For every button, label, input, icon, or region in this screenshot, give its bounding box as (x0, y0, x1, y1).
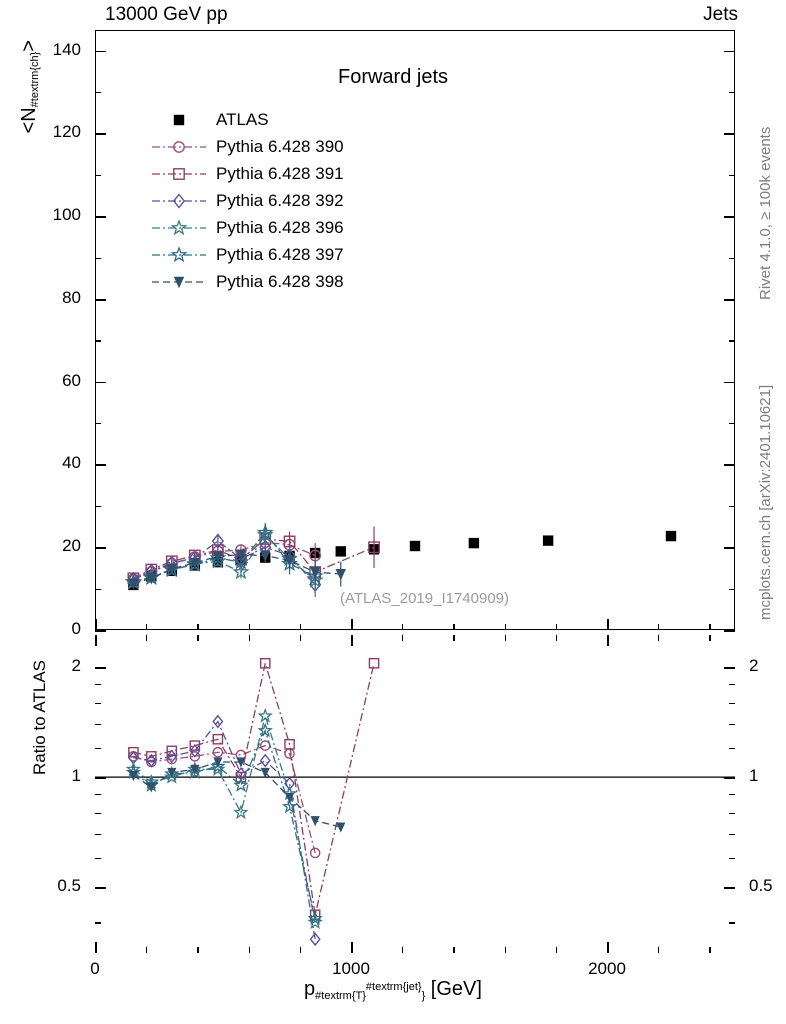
y-ticklabel-ratio: 1 (71, 766, 81, 786)
y-ticklabel-main: 0 (71, 619, 81, 638)
y-ticklabel-ratio: 2 (71, 656, 81, 676)
y-ticklabel-ratio-right: 1 (749, 766, 759, 786)
header-left-label: 13000 GeV pp (105, 4, 228, 25)
legend-label: Pythia 6.428 396 (216, 217, 344, 237)
y-ticklabel-ratio-right: 0.5 (749, 876, 773, 896)
x-axis-label: $p_{\#textrm\{T\}}^{\#textrm\{jet\}}_{\}}$ [GeV] (304, 978, 482, 1002)
mcplots-caption: mcplots.cern.ch [arXiv:2401.10621] (757, 384, 774, 620)
y-ticklabel-main: 140 (52, 39, 81, 59)
rivet-caption: Rivet 4.1.0, ≥ 100k events (757, 126, 774, 300)
x-ticklabel: 0 (90, 959, 100, 978)
y-ticklabel-main: 120 (52, 122, 81, 142)
plot-title: Forward jets (337, 66, 449, 88)
y-axis-label-main: $<N_{\#textrm\{ch\}}>$ (18, 40, 41, 134)
legend-label: Pythia 6.428 397 (216, 244, 344, 264)
x-ticklabel: 2000 (588, 959, 626, 978)
legend-label: Pythia 6.428 398 (216, 271, 344, 291)
legend-label: ATLAS (216, 109, 269, 129)
y-ticklabel-main: 80 (62, 287, 81, 307)
y-ticklabel-main: 100 (52, 205, 81, 225)
legend-label: Pythia 6.428 391 (216, 163, 344, 183)
legend-label: Pythia 6.428 390 (216, 136, 344, 156)
y-axis-label-ratio: Ratio to ATLAS (30, 660, 49, 775)
y-ticklabel-main: 20 (62, 536, 81, 556)
x-ticklabel: 1000 (332, 959, 370, 978)
y-ticklabel-ratio: 0.5 (57, 876, 81, 896)
y-ticklabel-main: 60 (62, 370, 81, 390)
header-right-label: Jets (703, 4, 738, 25)
y-ticklabel-main: 40 (62, 453, 81, 473)
analysis-watermark: (ATLAS_2019_I1740909) (340, 590, 510, 607)
y-ticklabel-ratio-right: 2 (749, 656, 759, 676)
legend-label: Pythia 6.428 392 (216, 190, 344, 210)
